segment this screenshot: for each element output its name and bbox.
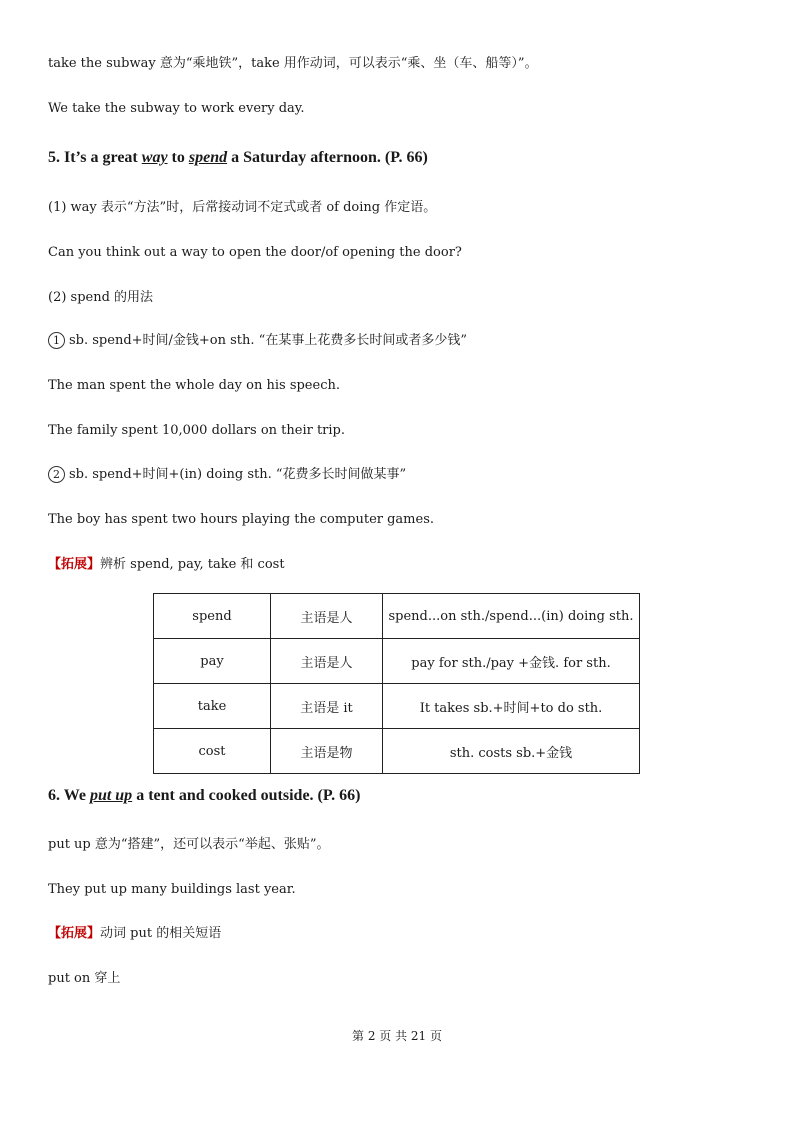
expand-2-text: 动词 put 的相关短语 <box>100 926 222 941</box>
circled-number-2: 2 <box>48 466 65 483</box>
heading-6 <box>48 785 361 807</box>
way-usage: (1) way 表示“方法”时，后常接动词不定式或者 of doing 作定语。 <box>48 200 437 215</box>
comparison-table <box>153 593 640 774</box>
spend-rule-2-text: sb. spend+时间+(in) doing sth. “花费多长时间做某事” <box>69 467 407 482</box>
table-cell-word: pay <box>154 639 271 684</box>
table-cell-subject: 主语是物 <box>271 729 383 774</box>
table-cell-subject: 主语是人 <box>271 639 383 684</box>
heading-5-post: a Saturday afternoon. (P. 66) <box>227 149 428 166</box>
expand-2 <box>48 925 221 943</box>
heading-5-pre: 5. It’s a great <box>48 149 142 166</box>
page-footer: 第 2 页 共 21 页 <box>352 1029 442 1043</box>
heading-6-post: a tent and cooked outside. (P. 66) <box>132 787 361 804</box>
heading-6-keyword-put-up: put up <box>89 787 133 804</box>
put-on-phrase: put on 穿上 <box>48 971 121 986</box>
table-cell-word: cost <box>154 729 271 774</box>
table-cell-subject: 主语是人 <box>271 594 383 639</box>
expand-tag: 【拓展】 <box>48 926 101 941</box>
expand-1-text: 辨析 spend, pay, take 和 cost <box>100 557 285 572</box>
table-cell-pattern: spend...on sth./spend...(in) doing sth. <box>383 594 640 639</box>
table-cell-word: take <box>154 684 271 729</box>
table-row <box>154 729 640 774</box>
table-cell-pattern: It takes sb.+时间+to do sth. <box>383 684 640 729</box>
expand-1 <box>48 556 285 574</box>
table-row <box>154 639 640 684</box>
table-cell-pattern: sth. costs sb.+金钱 <box>383 729 640 774</box>
circled-number-1: 1 <box>48 332 65 349</box>
way-example: Can you think out a way to open the door/of opening the door? <box>48 245 462 260</box>
table-cell-subject: 主语是 it <box>271 684 383 729</box>
spend-example-2: The family spent 10,000 dollars on their trip. <box>48 423 345 438</box>
table-row <box>154 594 640 639</box>
table-cell-word: spend <box>154 594 271 639</box>
heading-5-mid: to <box>167 149 189 166</box>
spend-rule-2 <box>48 466 406 484</box>
subway-example: We take the subway to work every day. <box>48 101 305 116</box>
heading-5-keyword-way: way <box>141 149 168 166</box>
putup-meaning: put up 意为“搭建”，还可以表示“举起、张贴”。 <box>48 837 330 852</box>
table-row <box>154 684 640 729</box>
table-cell-pattern: pay for sth./pay +金钱. for sth. <box>383 639 640 684</box>
expand-tag: 【拓展】 <box>48 557 101 572</box>
spend-example-1: The man spent the whole day on his speech. <box>48 378 340 393</box>
putup-example: They put up many buildings last year. <box>48 882 296 897</box>
heading-6-pre: 6. We <box>48 787 90 804</box>
spend-example-3: The boy has spent two hours playing the computer games. <box>48 512 435 527</box>
heading-5 <box>48 147 428 169</box>
heading-5-keyword-spend: spend <box>188 149 228 166</box>
spend-rule-1-text: sb. spend+时间/金钱+on sth. “在某事上花费多长时间或者多少钱” <box>69 333 467 348</box>
spend-rule-1 <box>48 332 467 350</box>
subway-meaning: take the subway 意为“乘地铁”，take 用作动词，可以表示“乘、坐（车、船等）”。 <box>48 56 538 71</box>
spend-usage-title: (2) spend 的用法 <box>48 290 154 305</box>
